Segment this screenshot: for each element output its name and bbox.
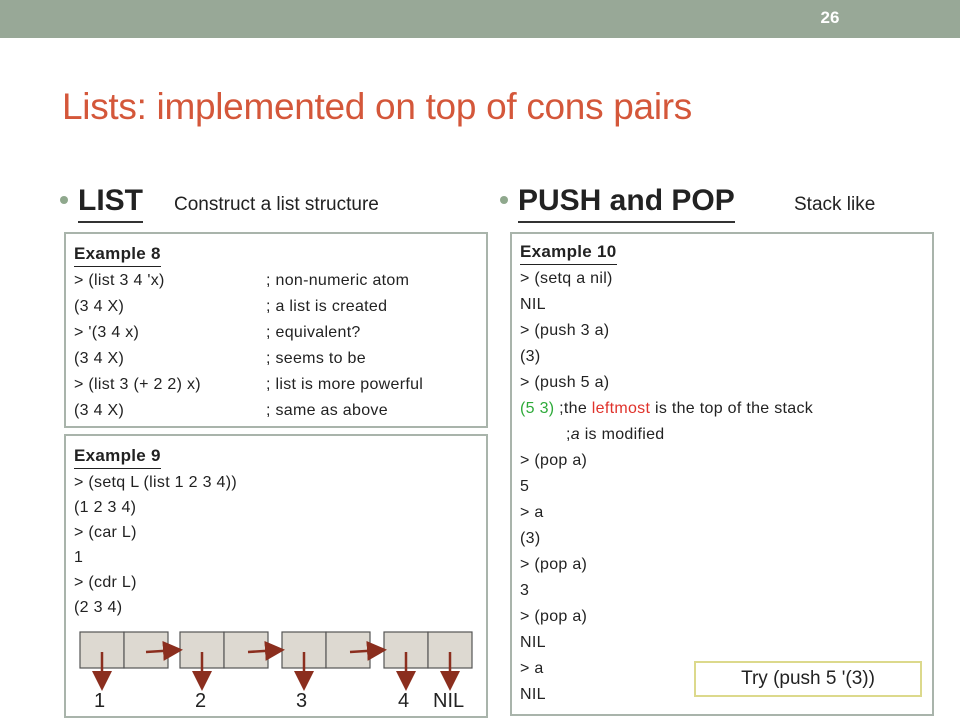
code-line: (3 4 X) [74, 350, 125, 367]
push-pop-subtitle: Stack like [794, 194, 876, 215]
code-line: > (list 3 4 'x) [74, 272, 165, 289]
code-line: (2 3 4) [74, 599, 123, 616]
example-9-title: Example 9 [74, 446, 161, 466]
push-pop-heading: PUSH and POP [518, 184, 735, 218]
code-line: > (cdr L) [74, 574, 137, 591]
code-line: (5 3) ;the leftmost is the top of the stack [520, 400, 814, 417]
code-line: > (setq a nil) [520, 270, 613, 287]
example-10-box [510, 232, 934, 716]
code-line: > (list 3 (+ 2 2) x) [74, 376, 201, 393]
code-line: 1 [74, 549, 84, 566]
code-line: > (pop a) [520, 452, 588, 469]
code-line: NIL [520, 296, 546, 313]
try-callout: Try (push 5 '(3)) [694, 661, 922, 697]
highlight-text: leftmost [591, 400, 651, 417]
code-line: (1 2 3 4) [74, 499, 137, 516]
code-line: NIL [520, 634, 546, 651]
example-10-title: Example 10 [520, 242, 617, 262]
code-line: (3 4 X) [74, 298, 125, 315]
code-comment: ; a list is created [266, 298, 388, 315]
code-comment: ; list is more powerful [266, 376, 424, 393]
code-comment: ; equivalent? [266, 324, 361, 341]
code-line: NIL [520, 686, 546, 703]
code-line: ;a is modified [566, 426, 665, 443]
code-line: > '(3 4 x) [74, 324, 140, 341]
code-line: (3 4 X) [74, 402, 125, 419]
code-line: > (car L) [74, 524, 137, 541]
code-line: > a [520, 504, 544, 521]
code-line: (3) [520, 530, 541, 547]
code-line: > (pop a) [520, 556, 588, 573]
diagram-label: 3 [296, 690, 308, 712]
diagram-label: 4 [398, 690, 410, 712]
result-text: (5 3) [520, 400, 555, 417]
diagram-label: 1 [94, 690, 106, 712]
diagram-label: 2 [195, 690, 207, 712]
code-line: > (setq L (list 1 2 3 4)) [74, 474, 237, 491]
code-line: 3 [520, 582, 530, 599]
code-line: > (pop a) [520, 608, 588, 625]
diagram-label: NIL [433, 690, 465, 712]
code-line: > a [520, 660, 544, 677]
list-subtitle: Construct a list structure [174, 194, 379, 215]
code-comment: ; seems to be [266, 350, 366, 367]
code-line: 5 [520, 478, 530, 495]
slide-title: Lists: implemented on top of cons pairs [62, 86, 692, 127]
example-8-title: Example 8 [74, 244, 161, 264]
code-line: > (push 5 a) [520, 374, 610, 391]
list-heading: LIST [78, 184, 143, 218]
code-line: > (push 3 a) [520, 322, 610, 339]
code-comment: ; same as above [266, 402, 388, 419]
slide-number: 26 [820, 8, 840, 27]
code-line: (3) [520, 348, 541, 365]
code-comment: ; non-numeric atom [266, 272, 410, 289]
